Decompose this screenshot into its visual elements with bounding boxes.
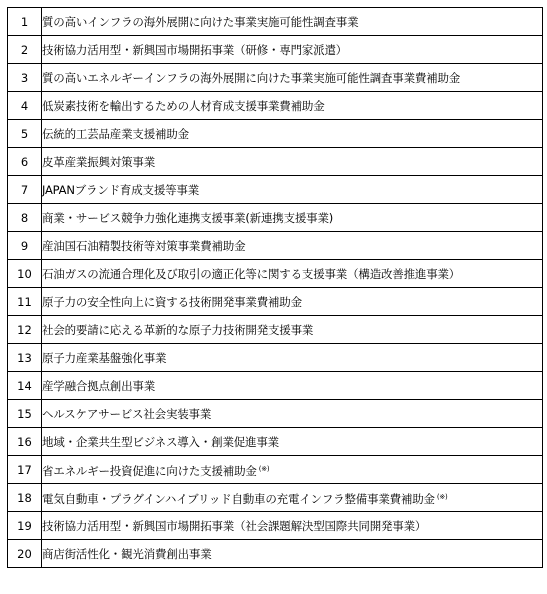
row-number: 15 [8, 400, 42, 428]
project-name: JAPANブランド育成支援等事業 [42, 182, 200, 197]
row-number: 7 [8, 176, 42, 204]
row-number: 12 [8, 316, 42, 344]
project-name: 技術協力活用型・新興国市場開拓事業（社会課題解決型国際共同開発事業） [42, 518, 427, 533]
project-name: 石油ガスの流通合理化及び取引の適正化等に関する支援事業（構造改善推進事業） [42, 266, 461, 281]
table-row [8, 232, 543, 260]
project-name: ヘルスケアサービス社会実装事業 [42, 406, 212, 421]
row-number: 13 [8, 344, 42, 372]
table-row [8, 260, 543, 288]
project-name-cell [42, 120, 543, 148]
table-row [8, 400, 543, 428]
table-row [8, 204, 543, 232]
project-name: 原子力の安全性向上に資する技術開発事業費補助金 [42, 294, 302, 309]
project-name: 低炭素技術を輸出するための人材育成支援事業費補助金 [42, 98, 325, 113]
project-name: 質の高いインフラの海外展開に向けた事業実施可能性調査事業 [42, 14, 359, 29]
project-name-cell [42, 204, 543, 232]
project-name-cell [42, 36, 543, 64]
table-row [8, 288, 543, 316]
project-name-cell [42, 260, 543, 288]
project-name-cell [42, 288, 543, 316]
table-row [8, 372, 543, 400]
project-name: 原子力産業基盤強化事業 [42, 350, 167, 365]
project-name: 皮革産業振興対策事業 [42, 154, 155, 169]
project-name-cell [42, 484, 543, 512]
project-name-cell [42, 400, 543, 428]
project-name: 商店街活性化・観光消費創出事業 [42, 546, 212, 561]
row-number: 17 [8, 456, 42, 484]
row-number: 10 [8, 260, 42, 288]
row-number: 3 [8, 64, 42, 92]
project-name-cell [42, 64, 543, 92]
project-name: 地域・企業共生型ビジネス導入・創業促進事業 [42, 434, 279, 449]
row-number: 8 [8, 204, 42, 232]
table-row [8, 176, 543, 204]
row-number: 16 [8, 428, 42, 456]
project-name-cell [42, 372, 543, 400]
row-number: 9 [8, 232, 42, 260]
project-table-body [8, 8, 543, 568]
row-number: 5 [8, 120, 42, 148]
row-number: 11 [8, 288, 42, 316]
project-name-cell [42, 8, 543, 36]
row-number: 1 [8, 8, 42, 36]
table-row [8, 512, 543, 540]
project-name-cell [42, 456, 543, 484]
table-row [8, 456, 543, 484]
project-name-cell [42, 512, 543, 540]
project-table [7, 7, 543, 568]
project-name-cell [42, 540, 543, 568]
row-number: 19 [8, 512, 42, 540]
row-number: 4 [8, 92, 42, 120]
table-row [8, 8, 543, 36]
project-name-cell [42, 176, 543, 204]
project-name: 電気自動車・プラグインハイブリッド自動車の充電インフラ整備事業費補助金 [42, 491, 435, 506]
row-number: 18 [8, 484, 42, 512]
table-row [8, 484, 543, 512]
row-number: 20 [8, 540, 42, 568]
project-name: 伝統的工芸品産業支援補助金 [42, 126, 189, 141]
project-name: 産学融合拠点創出事業 [42, 378, 155, 393]
table-row [8, 64, 543, 92]
table-row [8, 344, 543, 372]
project-name: 技術協力活用型・新興国市場開拓事業（研修・専門家派遣） [42, 42, 348, 57]
row-number: 2 [8, 36, 42, 64]
project-name-cell [42, 232, 543, 260]
table-row [8, 316, 543, 344]
table-row [8, 428, 543, 456]
row-number: 6 [8, 148, 42, 176]
project-name: 産油国石油精製技術等対策事業費補助金 [42, 238, 246, 253]
table-row [8, 148, 543, 176]
footnote-mark: (※) [258, 464, 270, 473]
project-name: 質の高いエネルギーインフラの海外展開に向けた事業実施可能性調査事業費補助金 [42, 70, 461, 85]
table-row [8, 92, 543, 120]
project-name-cell [42, 344, 543, 372]
project-name-cell [42, 428, 543, 456]
table-row [8, 540, 543, 568]
project-name-cell [42, 148, 543, 176]
row-number: 14 [8, 372, 42, 400]
project-name: 商業・サービス競争力強化連携支援事業(新連携支援事業) [42, 210, 334, 225]
project-name: 省エネルギー投資促進に向けた支援補助金 [42, 463, 257, 478]
footnote-mark: (※) [436, 492, 448, 501]
project-name-cell [42, 92, 543, 120]
project-name: 社会的要請に応える革新的な原子力技術開発支援事業 [42, 322, 314, 337]
project-name-cell [42, 316, 543, 344]
table-row [8, 36, 543, 64]
table-row [8, 120, 543, 148]
